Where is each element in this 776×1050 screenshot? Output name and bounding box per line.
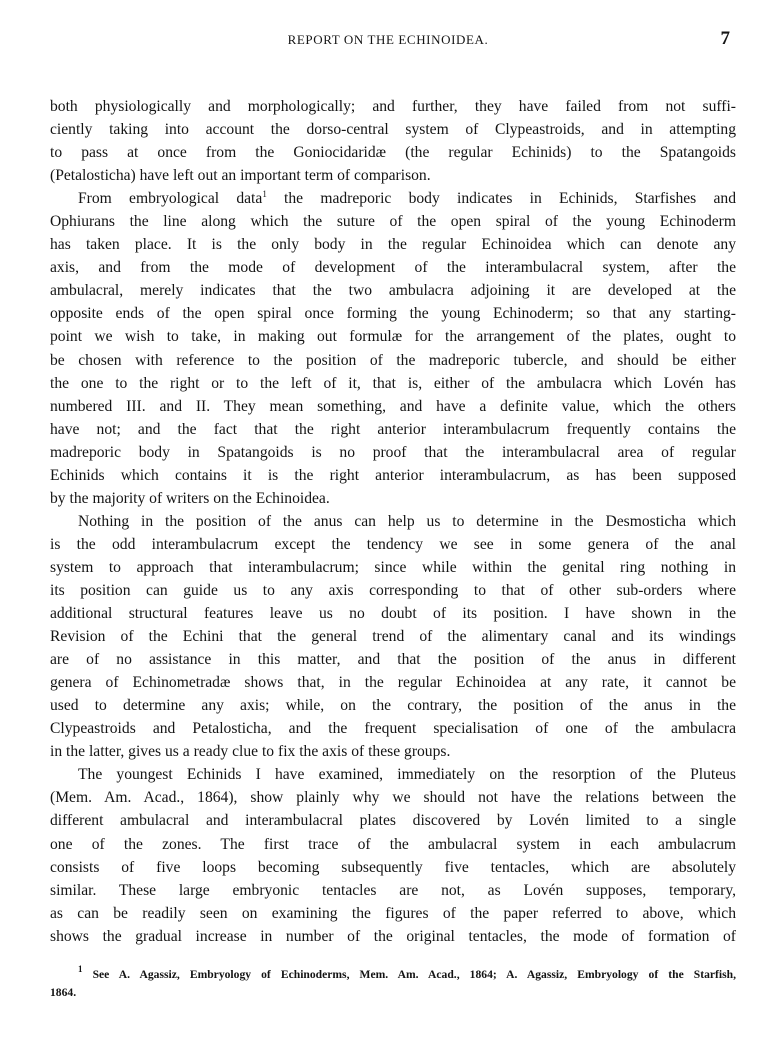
text-line: consists of five loops becoming subsequently five tentacles, which are absolutely — [50, 858, 736, 876]
text-line: (Petalosticha) have left out an important term of comparison. — [50, 167, 431, 185]
text-line: Nothing in the position of the anus can help us to determine in the Desmosticha which — [78, 512, 736, 530]
footnote-line: 1864. — [50, 986, 77, 999]
paragraph-2 — [50, 187, 736, 510]
text-span: the madreporic body indicates in Echinids, Starfishes and — [266, 190, 736, 208]
text-line: different ambulacral and interambulacral plates discovered by Lovén limited to a single — [50, 812, 736, 830]
text-line: used to determine any axis; while, on the contrary, the position of the anus in the — [50, 697, 736, 715]
body-text — [50, 95, 736, 948]
footnote — [50, 966, 736, 1002]
text-line: Ophiurans the line along which the suture of the open spiral of the young Echinoderm — [50, 213, 736, 231]
text-line: numbered III. and II. They mean something, and have a definite value, which the others — [50, 397, 736, 415]
text-line: Revision of the Echini that the general trend of the alimentary canal and its windings — [50, 628, 736, 646]
running-head — [0, 30, 776, 52]
text-line: both physiologically and morphologically; and further, they have failed from not suffi- — [50, 98, 736, 115]
footnote-line — [50, 966, 736, 984]
text-line — [50, 187, 736, 210]
paragraph-3 — [50, 510, 736, 764]
text-line: The youngest Echinids I have examined, immediately on the resorption of the Pluteus — [78, 766, 736, 784]
footnote-text: See A. Agassiz, Embryology of Echinoderms, Mem. Am. Acad., 1864; A. Agassiz, Embryology of the Starfish, — [82, 968, 736, 981]
text-line: madreporic body in Spatangoids is no proof that the interambulacral area of regular — [50, 443, 736, 461]
text-line: one of the zones. The first trace of the ambulacral system in each ambulacrum — [50, 835, 736, 853]
running-title: REPORT ON THE ECHINOIDEA. — [287, 32, 489, 47]
text-line: are of no assistance in this matter, and that the position of the anus in different — [50, 651, 736, 669]
text-line: opposite ends of the open spiral once forming the young Echinoderm; so that any starting- — [50, 305, 736, 323]
paragraph-4 — [50, 763, 736, 947]
text-line: be chosen with reference to the position of the madreporic tubercle, and should be either — [50, 351, 736, 369]
paragraph-1 — [50, 95, 736, 187]
page-number: 7 — [720, 28, 730, 49]
text-line: axis, and from the mode of development of the interambulacral system, after the — [50, 259, 736, 277]
footnote-reference[interactable]: 1 — [262, 189, 267, 200]
text-line: ambulacral, merely indicates that the two ambulacra adjoining it are developed at the — [50, 282, 736, 300]
text-span: From embryological data — [78, 190, 263, 208]
text-line: additional structural features leave us no doubt of its position. I have shown in the — [50, 605, 736, 623]
text-line: point we wish to take, in making out formulæ for the arrangement of the plates, ought to — [50, 328, 736, 346]
text-line: shows the gradual increase in number of the original tentacles, the mode of formation of — [50, 927, 736, 945]
text-line: genera of Echinometradæ shows that, in the regular Echinoidea at any rate, it cannot be — [50, 674, 736, 692]
text-line: as can be readily seen on examining the figures of the paper referred to above, which — [50, 904, 736, 922]
text-line: (Mem. Am. Acad., 1864), show plainly why we should not have the relations between the — [50, 789, 736, 807]
text-line: have not; and the fact that the right anterior interambulacrum frequently contains the — [50, 420, 736, 438]
text-line: ciently taking into account the dorso-central system of Clypeastroids, and in attempting — [50, 121, 736, 139]
text-line: Clypeastroids and Petalosticha, and the frequent specialisation of one of the ambulacra — [50, 720, 736, 738]
text-line: Echinids which contains it is the right anterior interambulacrum, as has been supposed — [50, 466, 736, 484]
text-line: by the majority of writers on the Echinoidea. — [50, 489, 330, 507]
text-line: similar. These large embryonic tentacles are not, as Lovén supposes, temporary, — [50, 881, 736, 899]
text-line: has taken place. It is the only body in the regular Echinoidea which can denote any — [50, 236, 736, 254]
text-line: the one to the right or to the left of it, that is, either of the ambulacra which Lovén has — [50, 374, 736, 392]
footnote-marker: 1 — [78, 964, 83, 974]
text-line: system to approach that interambulacrum; since while within the genital ring nothing in — [50, 558, 736, 576]
text-line: its position can guide us to any axis corresponding to that of other sub-orders where — [50, 581, 736, 599]
text-line: in the latter, gives us a ready clue to fix the axis of these groups. — [50, 743, 451, 761]
text-line: is the odd interambulacrum except the tendency we see in some genera of the anal — [50, 535, 736, 553]
text-line: to pass at once from the Goniocidaridæ (the regular Echinids) to the Spatangoids — [50, 144, 736, 162]
